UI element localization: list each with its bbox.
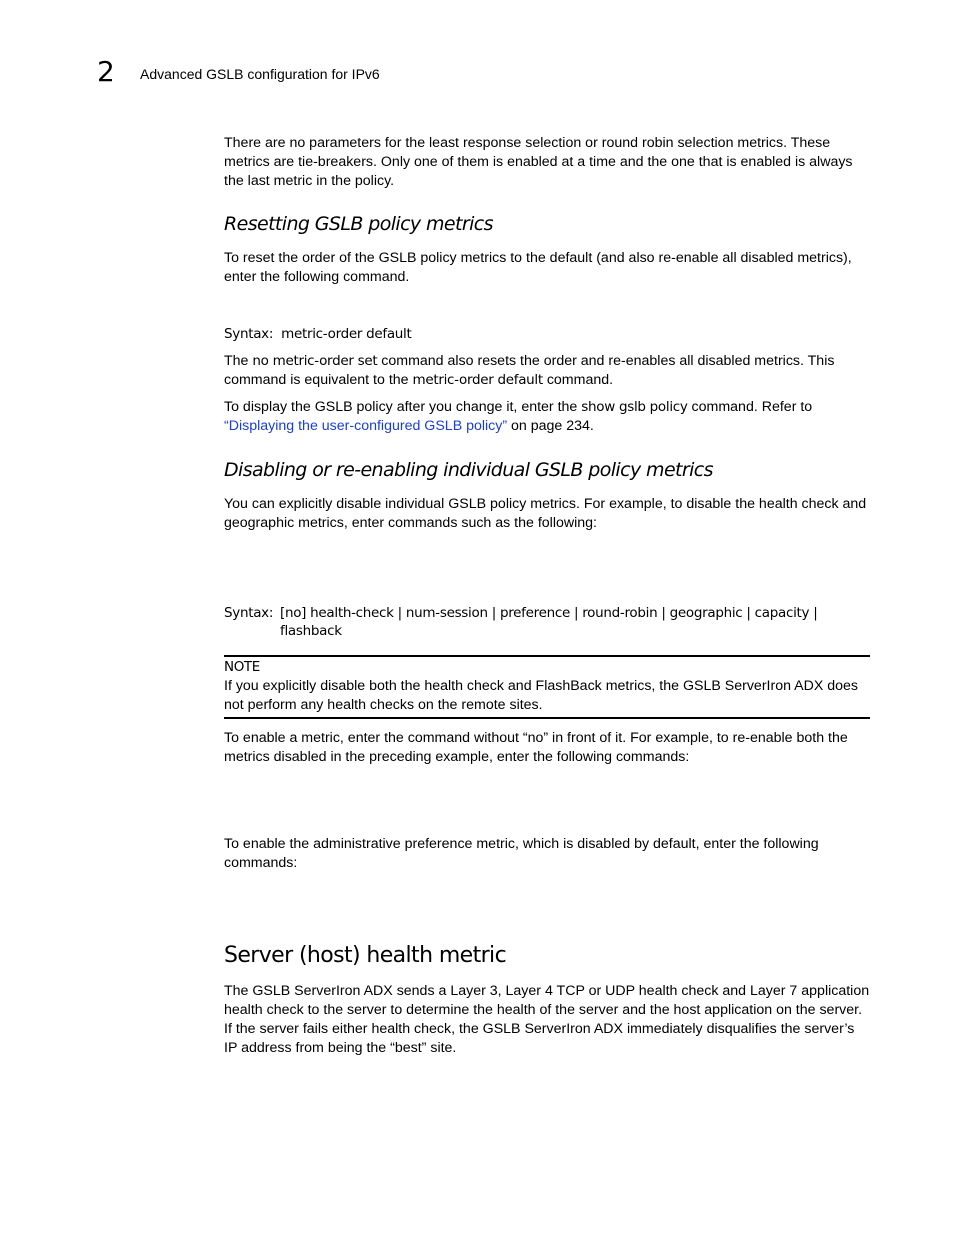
para-text: command. xyxy=(542,372,614,388)
note-text: If you explicitly disable both the health check and FlashBack metrics, the GSLB ServerIron ADX does not perform any health checks on the remote sites. xyxy=(224,678,859,713)
reset-text: To reset the order of the GSLB policy metrics to the default (and also re-enable all disabled metrics), enter the following command. xyxy=(224,250,852,285)
reset-paragraph xyxy=(224,249,870,287)
section-heading-disabling: Disabling or re-enabling individual GSLB policy metrics xyxy=(224,459,713,481)
cross-reference-link[interactable]: “Displaying the user-configured GSLB policy” xyxy=(224,418,508,434)
enable-preference-paragraph xyxy=(224,835,870,873)
command-metric-order-default: metric-order default xyxy=(412,372,543,388)
running-header: Advanced GSLB configuration for IPv6 xyxy=(140,66,380,82)
server-health-paragraph xyxy=(224,982,870,1058)
note-bottom-rule xyxy=(224,717,870,719)
command-no-metric-order-set: no metric-order set xyxy=(252,353,378,369)
section-heading-resetting: Resetting GSLB policy metrics xyxy=(224,213,493,235)
para-text: To display the GSLB policy after you change it, enter the xyxy=(224,399,582,415)
syntax-command: metric-order default xyxy=(281,326,412,342)
chapter-number: 2 xyxy=(97,55,115,88)
intro-text: There are no parameters for the least response selection or round robin selection metrics. These metrics are tie-breakers. Only one of them is enabled at a time and the one that is enabled is always the last metric in the policy. xyxy=(224,135,853,189)
disable-text: You can explicitly disable individual GSLB policy metrics. For example, to disable the health check and geographic metrics, enter commands such as the following: xyxy=(224,496,867,531)
enable-metric-text: To enable a metric, enter the command without “no” in front of it. For example, to re-enable both the metrics disabled in the preceding example, enter the following commands: xyxy=(224,730,848,765)
syntax-metrics xyxy=(224,604,817,640)
syntax-label: Syntax: xyxy=(224,605,274,621)
syntax-line-2: flashback xyxy=(280,623,342,639)
server-health-text: The GSLB ServerIron ADX sends a Layer 3, Layer 4 TCP or UDP health check and Layer 7 application health check to the server to determine the health of the server and the host application on the server. If the server fails either health check, the GSLB ServerIron ADX immediately disqualifies the server’s IP address from being the “best” site. xyxy=(224,983,870,1056)
para-text: on page 234. xyxy=(507,418,594,434)
enable-metric-paragraph xyxy=(224,729,870,767)
enable-preference-text: To enable the administrative preference metric, which is disabled by default, enter the following commands: xyxy=(224,836,819,871)
no-metric-order-paragraph xyxy=(224,352,870,390)
syntax-line-1: [no] health-check | num-session | preference | round-robin | geographic | capacity | xyxy=(280,605,818,621)
intro-paragraph xyxy=(224,134,870,191)
section-heading-server-health: Server (host) health metric xyxy=(224,943,507,968)
note-body xyxy=(224,677,870,715)
note-top-rule xyxy=(224,655,870,657)
disable-paragraph xyxy=(224,495,870,533)
syntax-metric-order xyxy=(224,325,412,343)
note-label: NOTE xyxy=(224,659,260,675)
para-text: command. Refer to xyxy=(687,399,813,415)
command-show-gslb-policy: show gslb policy xyxy=(581,399,688,415)
show-policy-paragraph xyxy=(224,398,870,436)
para-text: command also resets the order and re-enables all disabled metrics. This command is equivalent to the xyxy=(224,353,835,388)
para-text: The xyxy=(224,353,253,369)
syntax-label: Syntax: xyxy=(224,326,274,342)
